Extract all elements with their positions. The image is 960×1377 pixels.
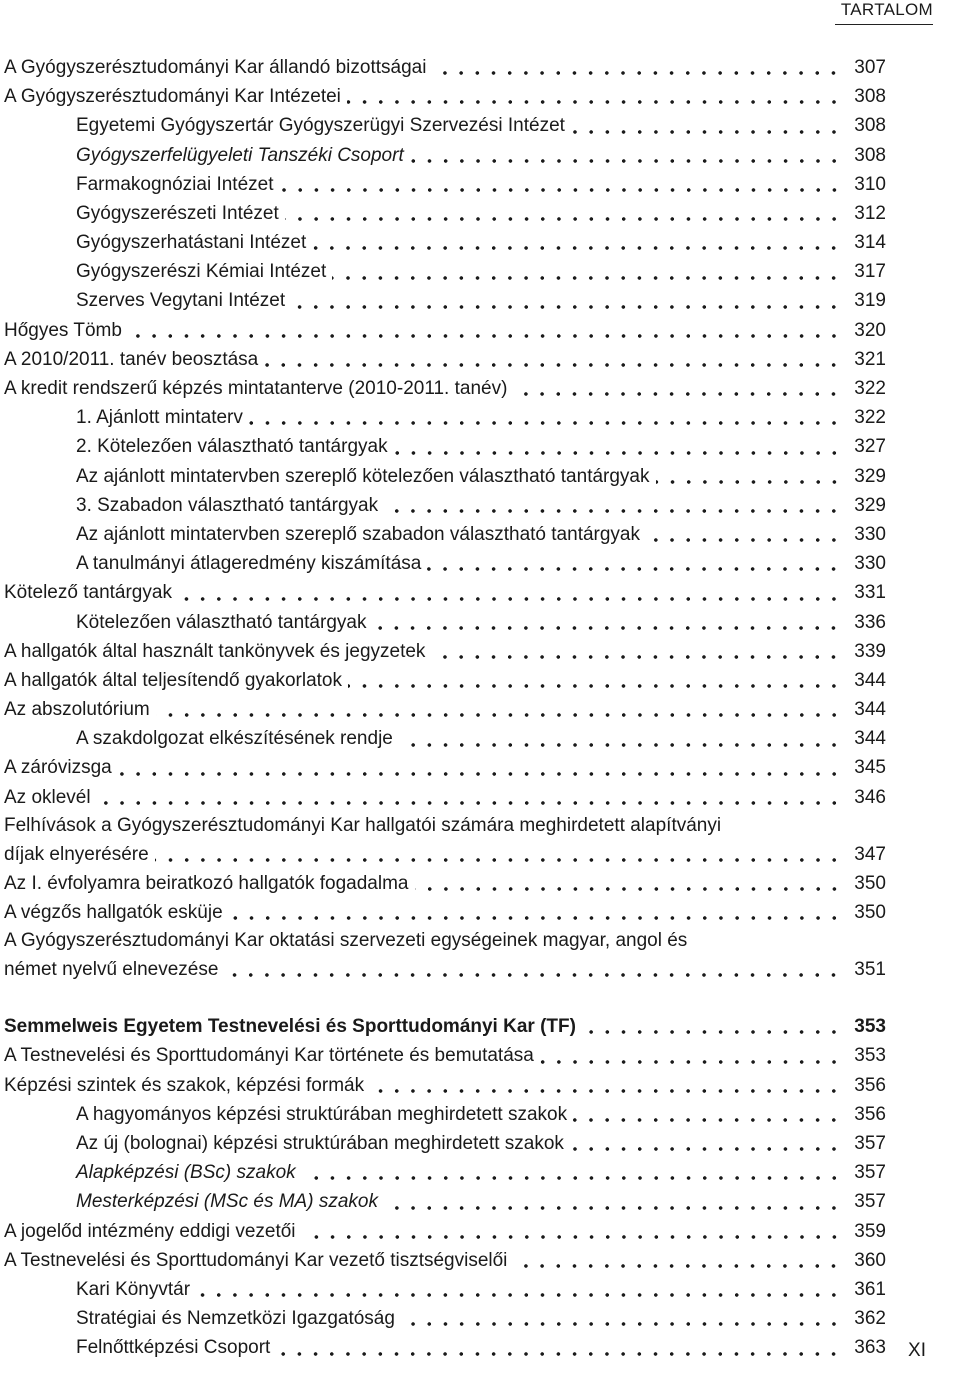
- toc-entry-title: német nyelvű elnevezése: [4, 959, 219, 981]
- dot-leader: [280, 174, 843, 193]
- toc-entry-title: Mesterképzési (MSc és MA) szakok: [76, 1191, 378, 1213]
- toc-entry-title: A kredit rendszerű képzés mintatanterve (2010-2011. tanév): [4, 378, 508, 400]
- toc-entry-title: Semmelweis Egyetem Testnevelési és Sporttudományi Kar (TF): [4, 1016, 576, 1038]
- toc-entry-title: Az abszolutórium: [4, 699, 150, 721]
- dot-leader: [348, 670, 842, 689]
- toc-entry-title: A 2010/2011. tanév beosztása: [4, 348, 259, 370]
- toc-entry-page: 308: [854, 115, 886, 137]
- toc-entry-page: 344: [854, 669, 886, 691]
- toc-entry-title: Gyógyszerészeti Intézet: [76, 202, 279, 224]
- dot-leader: [571, 116, 842, 135]
- toc-entry-title: Gyógyszerészi Kémiai Intézet: [76, 261, 327, 283]
- toc-entry[interactable]: [4, 199, 886, 228]
- toc-entry-page: 320: [854, 319, 886, 341]
- dot-leader: [264, 349, 842, 368]
- toc-entry-page: 360: [854, 1249, 886, 1271]
- toc-entry-title: A Gyógyszerésztudományi Kar állandó bizottságai: [4, 56, 427, 78]
- dot-leader: [573, 1104, 842, 1123]
- toc-entry-title: Egyetemi Gyógyszertár Gyógyszerügyi Szervezési Intézet: [76, 115, 565, 137]
- dot-leader: [646, 524, 842, 543]
- dot-leader: [156, 699, 842, 718]
- toc-entry-title: Felnőttképzési Csoport: [76, 1337, 271, 1359]
- toc-entry-title: A Gyógyszerésztudományi Kar Intézetei: [4, 86, 341, 108]
- toc-entry-page: 308: [854, 86, 886, 108]
- dot-leader: [196, 1279, 842, 1298]
- toc-entry-page: 307: [854, 56, 886, 78]
- toc-entry-title: A hallgatók által használt tankönyvek és jegyzetek: [4, 640, 426, 662]
- toc-entry[interactable]: [4, 53, 886, 82]
- toc-entry-page: 310: [854, 173, 886, 195]
- dot-leader: [401, 1308, 842, 1327]
- toc-entry-page: 336: [854, 611, 886, 633]
- toc-entry[interactable]: [4, 578, 886, 607]
- toc-entry-page: 322: [854, 378, 886, 400]
- toc-entry-page: 353: [854, 1016, 886, 1038]
- toc-entry-title: A szakdolgozat elkészítésének rendje: [76, 728, 393, 750]
- toc-entry-page: 322: [854, 407, 886, 429]
- toc-entry[interactable]: [4, 927, 886, 984]
- toc-entry-page: 357: [854, 1191, 886, 1213]
- toc-entry-title: A végzős hallgatók esküje: [4, 902, 223, 924]
- toc-entry-title: A hallgatók által teljesítendő gyakorlatok: [4, 669, 342, 691]
- toc-entry-page: 317: [854, 261, 886, 283]
- toc-entry-page: 361: [854, 1278, 886, 1300]
- toc-entry-title: Gyógyszerhatástani Intézet: [76, 232, 307, 254]
- toc-entry-title: díjak elnyerésére: [4, 843, 149, 865]
- toc-entry-page: 330: [854, 523, 886, 545]
- dot-leader: [291, 291, 842, 310]
- toc-entry-page: 346: [854, 786, 886, 808]
- toc-entry-title: Az új (bolognai) képzési struktúrában meghirdetett szakok: [76, 1132, 564, 1154]
- toc-entry-page: 351: [854, 959, 886, 981]
- dot-leader: [582, 1016, 842, 1035]
- toc-entry-title: Az ajánlott mintatervben szereplő kötelezően választható tantárgyak: [76, 465, 650, 487]
- toc-entry-title: A Testnevelési és Sporttudományi Kar vezető tisztségviselői: [4, 1249, 508, 1271]
- toc-entry-title: 3. Szabadon választható tantárgyak: [76, 494, 379, 516]
- dot-leader: [285, 203, 842, 222]
- running-head: TARTALOM: [835, 0, 933, 25]
- toc-entry-page: 347: [854, 843, 886, 865]
- toc-entry[interactable]: [4, 666, 886, 695]
- toc-entry[interactable]: [4, 1071, 886, 1100]
- toc-entry[interactable]: [4, 345, 886, 374]
- dot-leader: [427, 553, 842, 572]
- dot-leader: [384, 1192, 842, 1211]
- toc-entry[interactable]: [4, 111, 886, 140]
- toc-entry-page: 362: [854, 1308, 886, 1330]
- toc-entry-page: 363: [854, 1337, 886, 1359]
- dot-leader: [128, 320, 842, 339]
- dot-leader: [249, 407, 842, 426]
- toc-entry[interactable]: [4, 491, 886, 520]
- dot-leader: [513, 1250, 842, 1269]
- dot-leader: [332, 262, 842, 281]
- toc-entry-title: A Testnevelési és Sporttudományi Kar története és bemutatása: [4, 1045, 534, 1067]
- toc-entry-title: A Gyógyszerésztudományi Kar oktatási szervezeti egységeinek magyar, angol és: [4, 930, 688, 952]
- dot-leader: [415, 873, 843, 892]
- toc-entry-page: 329: [854, 465, 886, 487]
- toc-entry[interactable]: [4, 869, 886, 898]
- dot-leader: [656, 466, 843, 485]
- toc-entry[interactable]: [4, 170, 886, 199]
- toc-entry[interactable]: [4, 1246, 886, 1275]
- toc-entry-title: Szerves Vegytani Intézet: [76, 290, 286, 312]
- dot-leader: [384, 495, 842, 514]
- dot-leader: [372, 612, 842, 631]
- toc-entry-title: Kari Könyvtár: [76, 1278, 191, 1300]
- dot-leader: [118, 758, 842, 777]
- toc-entry-title: Az ajánlott mintatervben szereplő szabadon választható tantárgyak: [76, 523, 640, 545]
- dot-leader: [370, 1075, 842, 1094]
- dot-leader: [97, 787, 842, 806]
- toc-entry[interactable]: [4, 637, 886, 666]
- toc-entry-title: Stratégiai és Nemzetközi Igazgatóság: [76, 1308, 395, 1330]
- toc-entry[interactable]: [4, 1041, 886, 1070]
- page-number: XI: [908, 1340, 926, 1361]
- toc-entry-page: 350: [854, 872, 886, 894]
- toc-entry[interactable]: [4, 754, 886, 783]
- toc-entry[interactable]: [4, 228, 886, 257]
- toc-entry[interactable]: [4, 1304, 886, 1333]
- toc-entry-title: Képzési szintek és szakok, képzési formák: [4, 1074, 365, 1096]
- toc-entry-page: 308: [854, 144, 886, 166]
- toc-entry[interactable]: [4, 287, 886, 316]
- dot-leader: [178, 583, 842, 602]
- toc-entry[interactable]: [4, 1100, 886, 1129]
- toc-entry[interactable]: [4, 1187, 886, 1216]
- toc-entry[interactable]: [4, 1217, 886, 1246]
- toc-entry-page: 330: [854, 553, 886, 575]
- toc-entry-title: A hagyományos képzési struktúrában meghirdetett szakok: [76, 1103, 568, 1125]
- toc-entry-title: A jogelőd intézmény eddigi vezetői: [4, 1220, 296, 1242]
- toc-entry[interactable]: [4, 549, 886, 578]
- toc-entry[interactable]: [4, 432, 886, 461]
- dot-leader: [513, 378, 842, 397]
- toc-entry-page: 327: [854, 436, 886, 458]
- dot-leader: [155, 844, 842, 863]
- dot-leader: [276, 1338, 842, 1357]
- toc-entry[interactable]: [4, 257, 886, 286]
- toc-entry-page: 357: [854, 1132, 886, 1154]
- dot-leader: [399, 729, 842, 748]
- toc-entry-page: 339: [854, 640, 886, 662]
- toc-entry[interactable]: [4, 82, 886, 111]
- toc-entry-title: Farmakognóziai Intézet: [76, 173, 274, 195]
- toc-entry[interactable]: [4, 1129, 886, 1158]
- toc-entry-title: Felhívások a Gyógyszerésztudományi Kar hallgatói számára meghirdetett alapítványi: [4, 814, 722, 836]
- dot-leader: [540, 1046, 842, 1065]
- toc-entry-page: 359: [854, 1220, 886, 1242]
- dot-leader: [347, 86, 842, 105]
- dot-leader: [229, 902, 842, 921]
- toc-entry-title: Kötelező tantárgyak: [4, 582, 172, 604]
- toc-entry[interactable]: [4, 316, 886, 345]
- toc-entry-title: Kötelezően választható tantárgyak: [76, 611, 367, 633]
- toc-entry-page: 312: [854, 202, 886, 224]
- toc-entry[interactable]: [4, 724, 886, 753]
- dot-leader: [312, 232, 842, 251]
- toc-entry-title: Alapképzési (BSc) szakok: [76, 1162, 296, 1184]
- toc-entry[interactable]: [4, 374, 886, 403]
- toc-entry-page: 357: [854, 1162, 886, 1184]
- toc-entry-page: 344: [854, 699, 886, 721]
- toc-entry-page: 350: [854, 902, 886, 924]
- toc-entry-page: 353: [854, 1045, 886, 1067]
- toc-entry[interactable]: [4, 1012, 886, 1041]
- toc-entry-page: 345: [854, 757, 886, 779]
- toc-entry[interactable]: [4, 141, 886, 170]
- toc-entry-page: 344: [854, 728, 886, 750]
- toc-entry[interactable]: [4, 608, 886, 637]
- toc-entry[interactable]: [4, 1275, 886, 1304]
- dot-leader: [302, 1221, 842, 1240]
- toc-entry-page: 329: [854, 494, 886, 516]
- dot-leader: [410, 145, 842, 164]
- toc-entry-page: 314: [854, 232, 886, 254]
- toc-entry-title: Hőgyes Tömb: [4, 319, 122, 341]
- toc-entry[interactable]: [4, 695, 886, 724]
- toc-entry[interactable]: [4, 520, 886, 549]
- toc-entry[interactable]: [4, 403, 886, 432]
- toc-entry-page: 331: [854, 582, 886, 604]
- toc-entry-title: A záróvizsga: [4, 757, 112, 779]
- dot-leader: [432, 57, 842, 76]
- dot-leader: [394, 437, 842, 456]
- section-gap: [4, 984, 886, 1012]
- toc-entry[interactable]: [4, 1333, 886, 1362]
- toc-entry[interactable]: [4, 462, 886, 491]
- dot-leader: [302, 1162, 842, 1181]
- toc-entry-page: 356: [854, 1074, 886, 1096]
- toc-entry-page: 321: [854, 348, 886, 370]
- toc-entry[interactable]: [4, 812, 886, 869]
- toc-entry-title: 2. Kötelezően választható tantárgyak: [76, 436, 388, 458]
- dot-leader: [431, 641, 842, 660]
- toc-entry[interactable]: [4, 1158, 886, 1187]
- toc-entry[interactable]: [4, 898, 886, 927]
- toc-entry-title: Gyógyszerfelügyeleti Tanszéki Csoport: [76, 144, 404, 166]
- table-of-contents: [4, 53, 886, 1363]
- dot-leader: [570, 1133, 842, 1152]
- toc-entry-title: Az I. évfolyamra beiratkozó hallgatók fogadalma: [4, 872, 409, 894]
- dot-leader: [224, 959, 842, 978]
- toc-entry-title: 1. Ajánlott mintaterv: [76, 407, 243, 429]
- toc-entry-title: Az oklevél: [4, 786, 91, 808]
- toc-entry-page: 356: [854, 1103, 886, 1125]
- toc-entry[interactable]: [4, 783, 886, 812]
- toc-entry-title: A tanulmányi átlageredmény kiszámítása: [76, 553, 422, 575]
- toc-entry-page: 319: [854, 290, 886, 312]
